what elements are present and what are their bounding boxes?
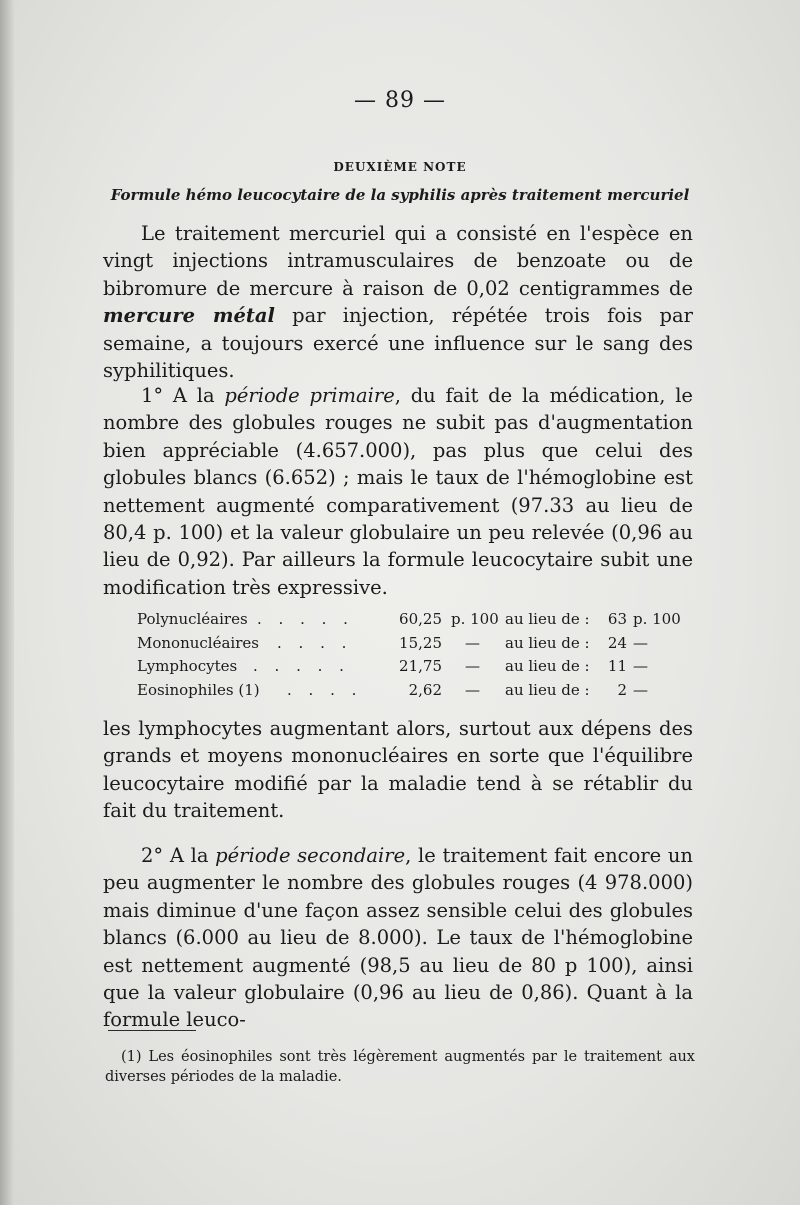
- paragraph-text: 1° A la: [141, 384, 225, 407]
- paragraph-text: par injection, répétée trois fois par semaine, a toujours exercé une influence sur le sang des syphilitiques.: [103, 304, 693, 383]
- table-row: [137, 657, 697, 681]
- cell-reference-unit: —: [633, 680, 648, 699]
- paragraph-text: Le traitement mercuriel qui a consisté en l'espèce en vingt injections intramusculaires de benzoate ou de bibromure de mercure à raison de 0,02 centigrammes de: [103, 222, 693, 300]
- cell-unit: —: [465, 633, 480, 652]
- cell-value: 60,25: [399, 610, 442, 628]
- table-row: [137, 610, 697, 634]
- cell-au-lieu-de: au lieu de :: [505, 633, 590, 652]
- cell-reference: 24: [607, 633, 627, 652]
- cell-dots: . . . .: [287, 680, 363, 699]
- cell-value: 2,62: [408, 680, 442, 699]
- leukocyte-formula-table: [137, 610, 697, 704]
- cell-label: Eosinophiles (1): [137, 680, 260, 699]
- note-subtitle: Formule hémo leucocytaire de la syphilis après traitement mercuriel: [110, 186, 690, 204]
- cell-dots: . . . . .: [257, 610, 354, 628]
- cell-label: Mononucléaires: [137, 633, 259, 652]
- paragraph-treatment: [103, 220, 693, 384]
- cell-label: Lymphocytes: [137, 657, 238, 675]
- cell-reference-unit: —: [633, 633, 648, 652]
- paragraph-text: les lymphocytes augmentant alors, surtout aux dépens des grands et moyens mononucléaires en sorte que l'équilibre leucocytaire modifié par la maladie tend à se rétablir du fait du traitement.: [103, 717, 693, 823]
- cell-au-lieu-de: au lieu de :: [505, 610, 590, 628]
- paragraph-secondary-period: [103, 842, 693, 1034]
- emphasis-text: période primaire: [224, 384, 395, 407]
- paragraph-text: 2° A la: [141, 844, 216, 867]
- emphasis-text: mercure métal: [103, 304, 275, 328]
- footnote-text: (1) Les éosinophiles sont très légèrement augmentés par le traitement aux diverses périodes de la maladie.: [105, 1049, 695, 1085]
- cell-value: 21,75: [399, 657, 442, 675]
- note-title: DEUXIÈME NOTE: [333, 160, 467, 174]
- cell-reference-unit: —: [633, 657, 648, 675]
- cell-label: Polynucléaires: [137, 610, 248, 628]
- cell-unit: —: [465, 657, 480, 675]
- cell-reference: 11: [607, 657, 627, 675]
- cell-reference-unit: p. 100: [633, 610, 681, 628]
- cell-dots: . . . .: [277, 633, 353, 652]
- page-number: — 89 —: [354, 88, 446, 113]
- cell-value: 15,25: [399, 633, 442, 652]
- table-row: [137, 634, 697, 658]
- emphasis-text: période secondaire: [215, 844, 406, 867]
- cell-unit: p. 100: [451, 610, 499, 628]
- cell-au-lieu-de: au lieu de :: [505, 657, 590, 675]
- cell-unit: —: [465, 680, 480, 699]
- paragraph-text: , le traitement fait encore un peu augmenter le nombre des globules rouges (4 978.000) mais diminue d'une façon assez sensible celui des globules blancs (6.000 au lieu de 8.000). Le taux de l'hémoglobine est nettement augmenté (98,5 au lieu de 80 p 100), ainsi que la valeur globulaire (0,96 au lieu de 0,86). Quant à la formule leuco-: [103, 844, 693, 1032]
- cell-dots: . . . . .: [253, 657, 350, 675]
- page-binding-shadow: [0, 0, 14, 1205]
- footnote-divider: [108, 1030, 196, 1031]
- paragraph-lymphocytes: [103, 715, 693, 825]
- cell-reference: 63: [607, 610, 627, 628]
- table-row: [137, 681, 697, 705]
- paragraph-text: , du fait de la médication, le nombre des globules rouges ne subit pas d'augmentation bien appréciable (4.657.000), pas plus que celui des globules blancs (6.652) ; mais le taux de l'hémoglobine est nettement augmenté comparativement (97.33 au lieu de 80,4 p. 100) et la valeur globulaire un peu relevée (0,96 au lieu de 0,92). Par ailleurs la formule leucocytaire subit une modification très expressive.: [103, 384, 693, 599]
- paragraph-primary-period: [103, 382, 693, 601]
- cell-au-lieu-de: au lieu de :: [505, 680, 590, 699]
- footnote: [105, 1047, 695, 1087]
- cell-reference: 2: [617, 680, 627, 699]
